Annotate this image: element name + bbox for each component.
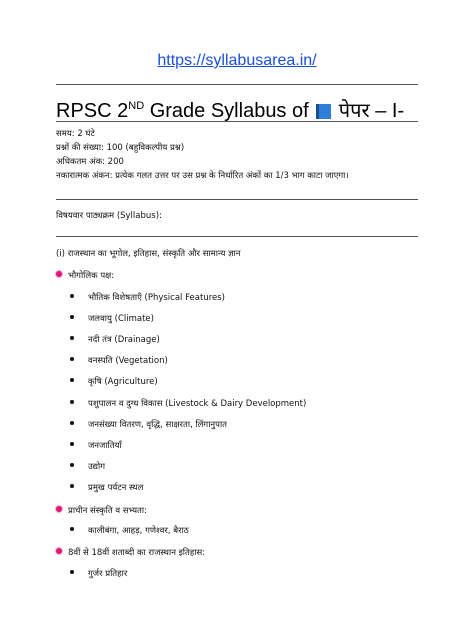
title-prefix: RPSC 2 (56, 100, 129, 122)
list-item-text: जनजातियाँ (88, 441, 122, 451)
divider-info (56, 199, 418, 200)
group-label: प्राचीन संस्कृति व सभ्यता: (68, 506, 147, 516)
list-item-text: जनसंख्या वितरण, वृद्धि, साक्षरता, लिंगानुपात (88, 420, 228, 430)
bullet-dot-icon (70, 570, 74, 574)
site-url-link[interactable]: https://syllabusarea.in/ (157, 52, 317, 69)
list-item-text: नदी तंत्र (Drainage) (88, 335, 160, 345)
list-item-text: गुर्जर प्रतिहार (88, 569, 128, 579)
bullet-dot-icon (70, 527, 74, 531)
bullet-dot-icon (70, 315, 74, 319)
page-title (56, 96, 436, 123)
section-title: (i) राजस्थान का भूगोल, इतिहास, संस्कृति और सामान्य ज्ञान (56, 249, 241, 259)
list-item (70, 440, 122, 451)
bullet-dot-icon (70, 336, 74, 340)
group-ancient-culture (56, 505, 147, 516)
divider-subject (56, 236, 418, 237)
list-item (70, 398, 306, 409)
list-item-text: वनस्पति (Vegetation) (88, 356, 168, 366)
pink-bullet-icon (56, 271, 62, 277)
list-item-text: जलवायु (Climate) (88, 314, 154, 324)
pink-bullet-icon (56, 506, 62, 512)
group-label: 8वीं से 18वीं शताब्दी का राजस्थान इतिहास: (68, 548, 206, 558)
bullet-dot-icon (70, 294, 74, 298)
list-item (70, 334, 160, 345)
bullet-dot-icon (70, 442, 74, 446)
group-medieval-history (56, 547, 205, 558)
question-count: प्रश्नों की संख्या: 100 (बहुविकल्पीय प्रश्न) (56, 143, 185, 153)
list-item-text: प्रमुख पर्यटन स्थल (88, 483, 144, 493)
title-suffix: पेपर – I- (333, 100, 405, 122)
list-item (70, 419, 227, 430)
list-item-text: पशुपालन व दुग्ध विकास (Livestock & Dairy Development) (88, 399, 307, 409)
list-item (70, 568, 127, 579)
divider-title (56, 121, 418, 122)
title-sup: ND (128, 100, 145, 112)
subject-heading: विषयवार पाठ्यक्रम (Syllabus): (56, 211, 162, 221)
group-geography (56, 270, 114, 281)
group-label: भौगोलिक पक्ष: (68, 271, 115, 281)
list-item-text: उद्योग (88, 462, 106, 472)
list-item-text: कृषि (Agriculture) (88, 377, 158, 387)
max-marks: अधिकतम अंक: 200 (56, 157, 124, 167)
book-icon (316, 104, 331, 119)
list-item (70, 376, 158, 387)
bullet-dot-icon (70, 400, 74, 404)
list-item (70, 525, 189, 536)
title-middle: Grade Syllabus of (144, 100, 315, 122)
list-item (70, 292, 225, 303)
bullet-dot-icon (70, 378, 74, 382)
bullet-dot-icon (70, 463, 74, 467)
divider-top (56, 84, 418, 85)
list-item-text: कालीबंगा, आहड़, गणेश्वर, बैराठ (88, 526, 189, 536)
pink-bullet-icon (56, 548, 62, 554)
bullet-dot-icon (70, 421, 74, 425)
bullet-dot-icon (70, 484, 74, 488)
negative-marking: नकारात्मक अंकन: प्रत्येक गलत उत्तर पर उस प्रश्न के निर्धारित अंकों का 1/3 भाग काटा जाएगा। (56, 171, 349, 181)
list-item (70, 355, 168, 366)
exam-duration: समय: 2 घंटे (56, 129, 95, 139)
list-item (70, 461, 105, 472)
list-item-text: भौतिक विशेषताएँ (Physical Features) (88, 293, 225, 303)
list-item (70, 313, 154, 324)
list-item (70, 482, 143, 493)
bullet-dot-icon (70, 357, 74, 361)
